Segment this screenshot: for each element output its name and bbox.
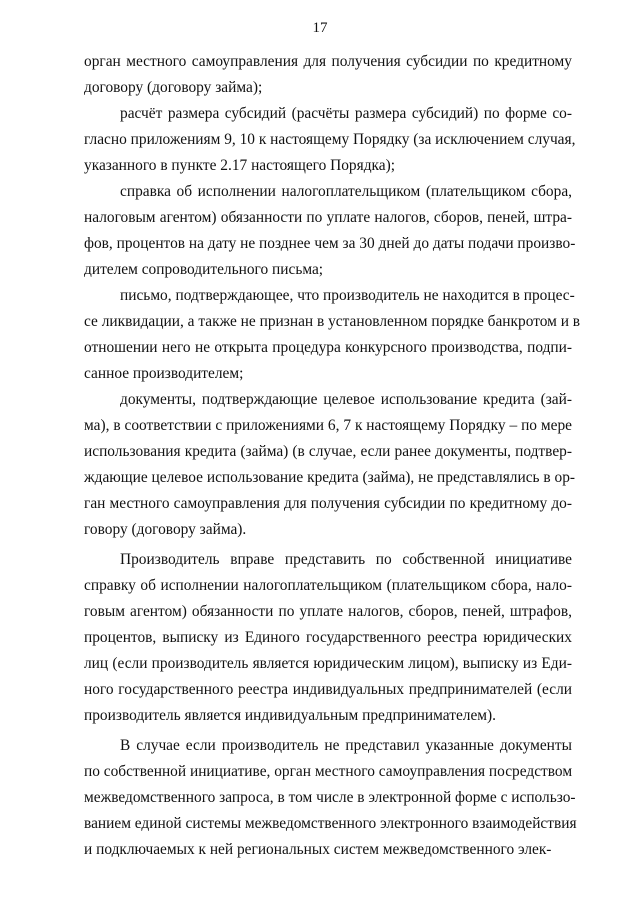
text-line: дителем сопроводительного письма; [84,261,324,278]
text-line: ждающие целевое использование кредита (займа), не представлялись в ор- [84,469,576,486]
text-line: письмо, подтверждающее, что производитель не находится в процес- [120,287,575,304]
paragraph [84,547,572,729]
page-number: 17 [312,20,328,36]
text-line: говым агентом) обязанности по уплате налогов, сборов, пеней, штрафов, [84,603,572,620]
paragraph [84,101,576,179]
text-line: гласно приложениям 9, 10 к настоящему Порядку (за исключением случая, [84,131,576,148]
text-line: по собственной инициативе, орган местного самоуправления посредством [84,763,573,780]
text-line: орган местного самоуправления для получения субсидии по кредитному [84,53,572,70]
text-line: В случае если производитель не представил указанные документы [120,737,572,754]
text-line: ма), в соответствии с приложениями 6, 7 к настоящему Порядку – по мере [84,417,572,434]
text-line: межведомственного запроса, в том числе в электронной форме с использо- [84,789,576,806]
text-line: отношении него не открыта процедура конкурсного производства, подпи- [84,339,572,356]
text-line: документы, подтверждающие целевое использование кредита (зай- [120,391,572,408]
text-line: договору (договору займа); [84,79,263,96]
text-line: указанного в пункте 2.17 настоящего Порядка); [84,157,396,174]
text-line: ванием единой системы межведомственного электронного взаимодействия [84,815,577,832]
text-line: се ликвидации, а также не признан в установленном порядке банкротом и в [84,313,581,330]
paragraph [84,283,581,387]
text-line: Производитель вправе представить по собственной инициативе [120,551,572,568]
body-text [84,49,581,863]
text-line: фов, процентов на дату не позднее чем за 30 дней до даты подачи произво- [84,235,576,252]
text-line: справку об исполнении налогоплательщиком (плательщиком сбора, нало- [84,577,572,594]
text-line: говору (договору займа). [84,521,247,538]
paragraph [84,733,577,863]
paragraph [84,49,572,101]
text-line: санное производителем; [84,365,244,382]
text-line: производитель является индивидуальным предпринимателем). [84,707,497,724]
text-line: лиц (если производитель является юридическим лицом), выписку из Еди- [84,655,572,672]
text-line: процентов, выписку из Единого государственного реестра юридических [84,629,572,646]
text-line: ган местного самоуправления для получения субсидии по кредитному до- [84,495,572,512]
text-line: ного государственного реестра индивидуальных предпринимателей (если [84,681,572,698]
text-line: расчёт размера субсидий (расчёты размера субсидий) по форме со- [120,105,572,122]
paragraph [84,387,576,543]
text-line: использования кредита (займа) (в случае, если ранее документы, подтвер- [84,443,572,460]
text-line: налоговым агентом) обязанности по уплате налогов, сборов, пеней, штра- [84,209,572,226]
text-line: справка об исполнении налогоплательщиком (плательщиком сбора, [120,183,572,200]
paragraph [84,179,576,283]
text-line: и подключаемых к ней региональных систем межведомственного элек- [84,841,552,858]
